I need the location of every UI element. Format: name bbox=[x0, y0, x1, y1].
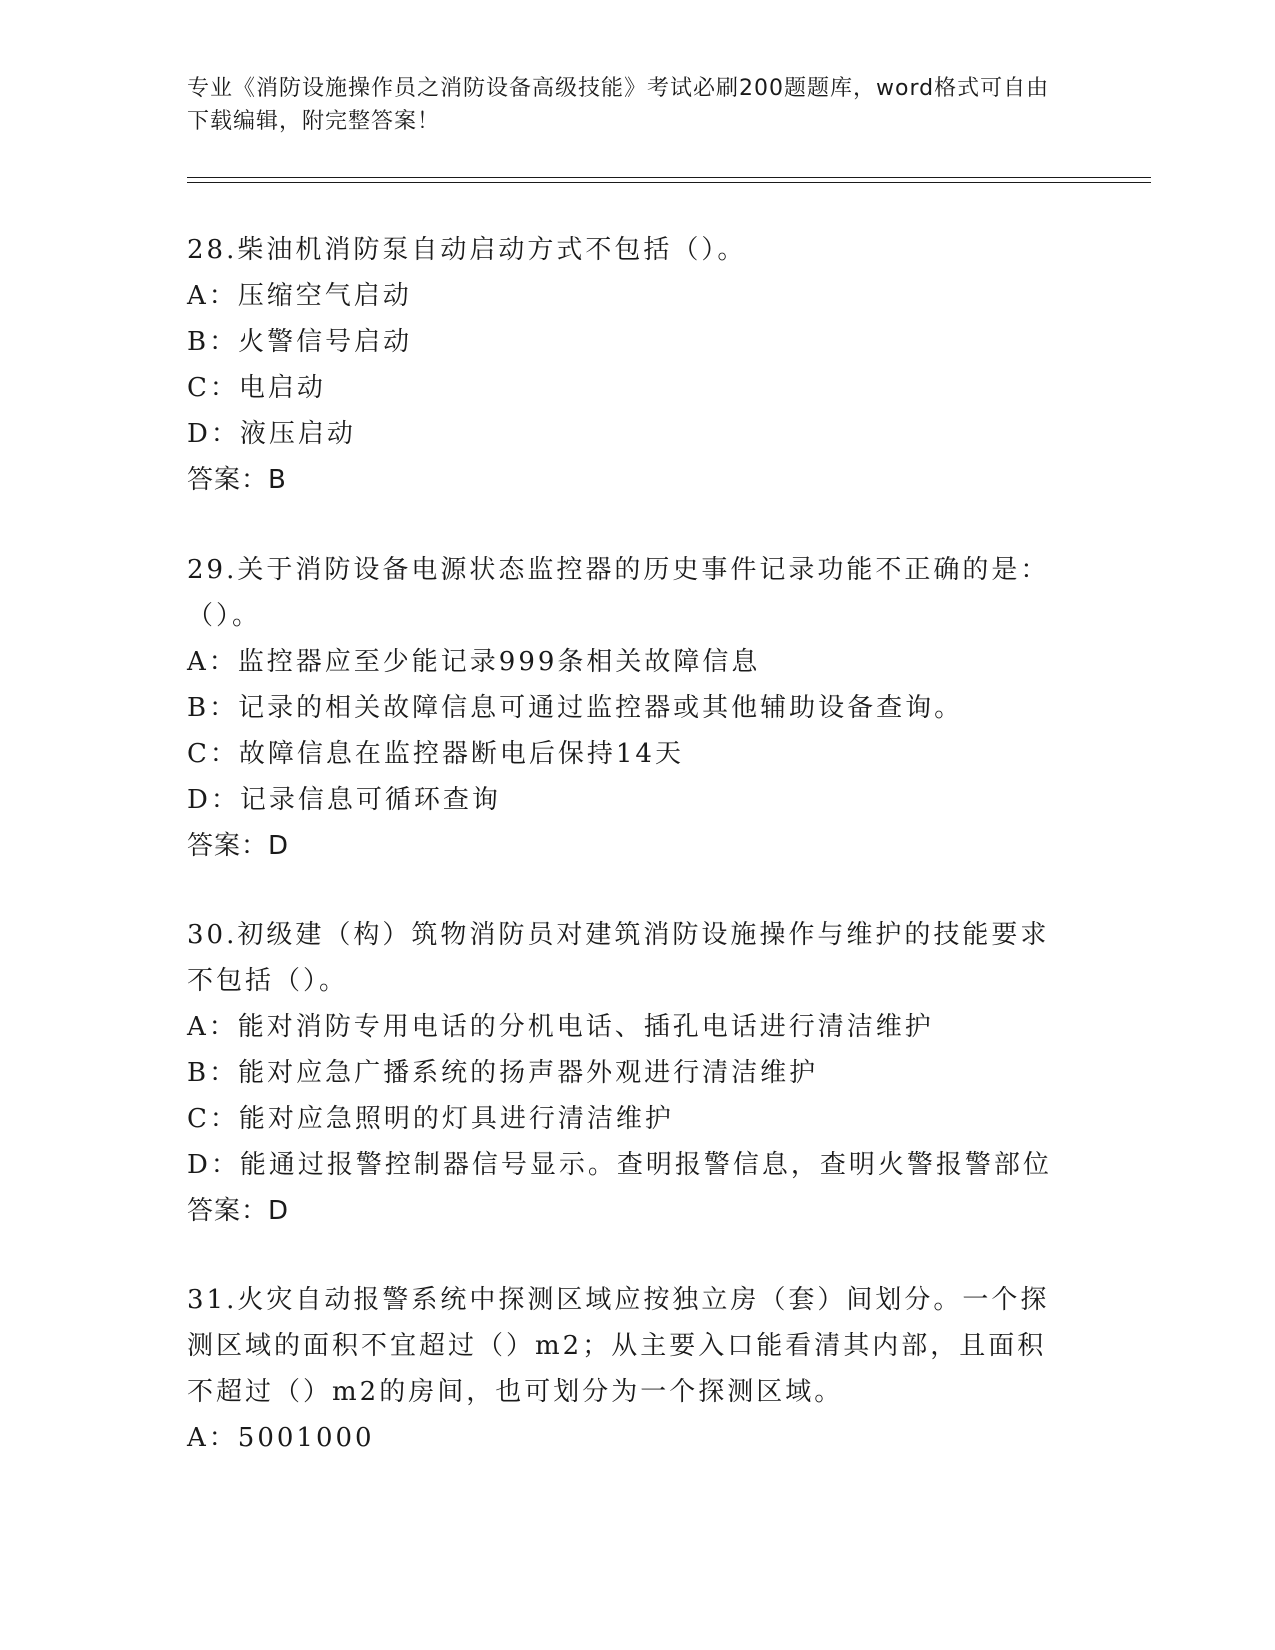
question-29 bbox=[187, 547, 1067, 869]
option-b: B：能对应急广播系统的扬声器外观进行清洁维护 bbox=[187, 1058, 819, 1088]
option-c: C：电启动 bbox=[187, 373, 326, 403]
question-31 bbox=[187, 1277, 1067, 1461]
question-stem: 28.柴油机消防泵自动启动方式不包括（）。 bbox=[187, 235, 747, 265]
question-30 bbox=[187, 912, 1067, 1234]
option-a: A：监控器应至少能记录999条相关故障信息 bbox=[187, 647, 761, 677]
option-c: C：能对应急照明的灯具进行清洁维护 bbox=[187, 1104, 674, 1134]
header-divider-top bbox=[187, 177, 1151, 178]
header-divider-bottom bbox=[187, 182, 1151, 183]
option-a: A：5001000 bbox=[187, 1423, 375, 1453]
answer-label: 答案： bbox=[187, 831, 269, 861]
answer-value: D bbox=[268, 831, 290, 861]
answer-value: D bbox=[268, 1196, 290, 1226]
answer-line bbox=[187, 823, 1067, 869]
answer-label: 答案： bbox=[187, 465, 269, 495]
question-stem: 29.关于消防设备电源状态监控器的历史事件记录功能不正确的是：（）。 bbox=[187, 555, 1050, 631]
option-d: D：能通过报警控制器信号显示。查明报警信息，查明火警报警部位 bbox=[187, 1150, 1052, 1180]
option-d: D：记录信息可循环查询 bbox=[187, 785, 501, 815]
option-c: C：故障信息在监控器断电后保持14天 bbox=[187, 739, 684, 769]
option-a: A：能对消防专用电话的分机电话、插孔电话进行清洁维护 bbox=[187, 1012, 934, 1042]
option-b: B：记录的相关故障信息可通过监控器或其他辅助设备查询。 bbox=[187, 693, 964, 723]
answer-value: B bbox=[268, 465, 287, 495]
question-28 bbox=[187, 227, 1067, 503]
answer-label: 答案： bbox=[187, 1196, 269, 1226]
answer-line bbox=[187, 1188, 1067, 1234]
header-title: 专业《消防设施操作员之消防设备高级技能》考试必刷200题题库，word格式可自由下载编辑，附完整答案！ bbox=[187, 76, 1050, 134]
answer-line bbox=[187, 457, 1067, 503]
option-b: B：火警信号启动 bbox=[187, 327, 413, 357]
question-stem: 31.火灾自动报警系统中探测区域应按独立房（套）间划分。一个探测区域的面积不宜超过（）m2；从主要入口能看清其内部，且面积不超过（）m2的房间，也可划分为一个探测区域。 bbox=[187, 1285, 1050, 1407]
document-header bbox=[187, 72, 1067, 138]
option-d: D：液压启动 bbox=[187, 419, 356, 449]
option-a: A：压缩空气启动 bbox=[187, 281, 412, 311]
question-stem: 30.初级建（构）筑物消防员对建筑消防设施操作与维护的技能要求不包括（）。 bbox=[187, 920, 1050, 996]
